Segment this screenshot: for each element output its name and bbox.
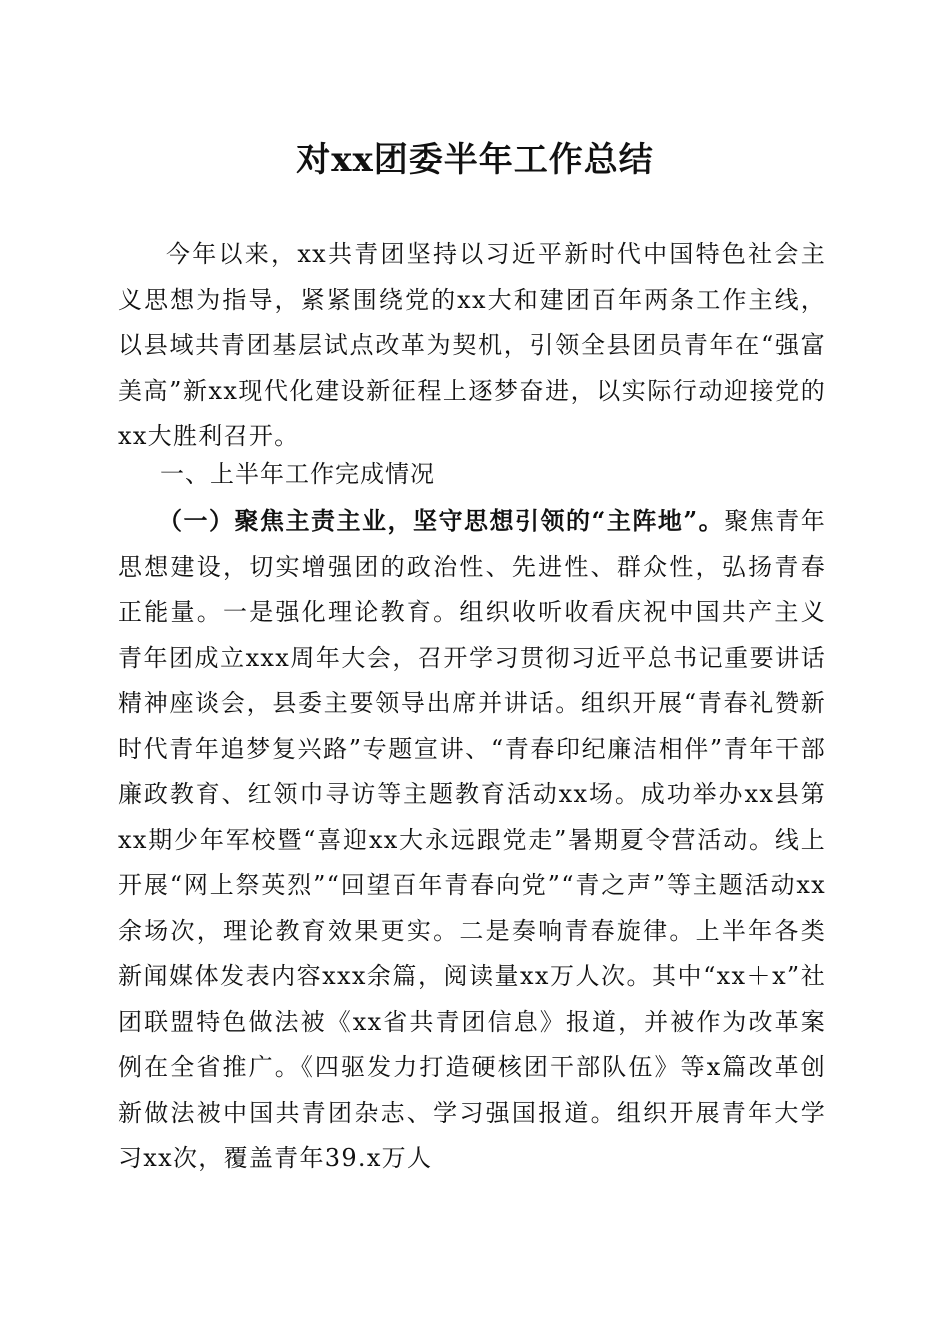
subsection-heading: （一）聚焦主责主业，坚守思想引领的“主阵地”。: [158, 506, 725, 535]
intro-paragraph: [118, 232, 826, 460]
section-heading: 一、上半年工作完成情况: [160, 460, 435, 488]
document-title: 对xx团委半年工作总结: [296, 140, 654, 180]
intro-paragraph-text: 今年以来，xx共青团坚持以习近平新时代中国特色社会主义思想为指导，紧紧围绕党的xx大和建团百年两条工作主线，以县域共青团基层试点改革为契机，引领全县团员青年在“强富美高”新xx现代化建设新征程上逐梦奋进，以实际行动迎接党的xx大胜利召开。: [118, 240, 826, 450]
subsection-paragraph: [118, 498, 826, 1182]
subsection-body: 聚焦青年思想建设，切实增强团的政治性、先进性、群众性，弘扬青春正能量。一是强化理论教育。组织收听收看庆祝中国共产主义青年团成立xxx周年大会，召开学习贯彻习近平总书记重要讲话精神座谈会，县委主要领导出席并讲话。组织开展“青春礼赞新时代青年追梦复兴路”专题宣讲、“青春印纪廉洁相伴”青年干部廉政教育、红领巾寻访等主题教育活动xx场。成功举办xx县第xx期少年军校暨“喜迎xx大永远跟党走”暑期夏令营活动。线上开展“网上祭英烈”“回望百年青春向党”“青之声”等主题活动xx余场次，理论教育效果更实。二是奏响青春旋律。上半年各类新闻媒体发表内容xxx余篇，阅读量xx万人次。其中“xx＋x”社团联盟特色做法被《xx省共青团信息》报道，并被作为改革案例在全省推广。《四驱发力打造硬核团干部队伍》等x篇改革创新做法被中国共青团杂志、学习强国报道。组织开展青年大学习xx次，覆盖青年39.x万人: [118, 507, 826, 1172]
